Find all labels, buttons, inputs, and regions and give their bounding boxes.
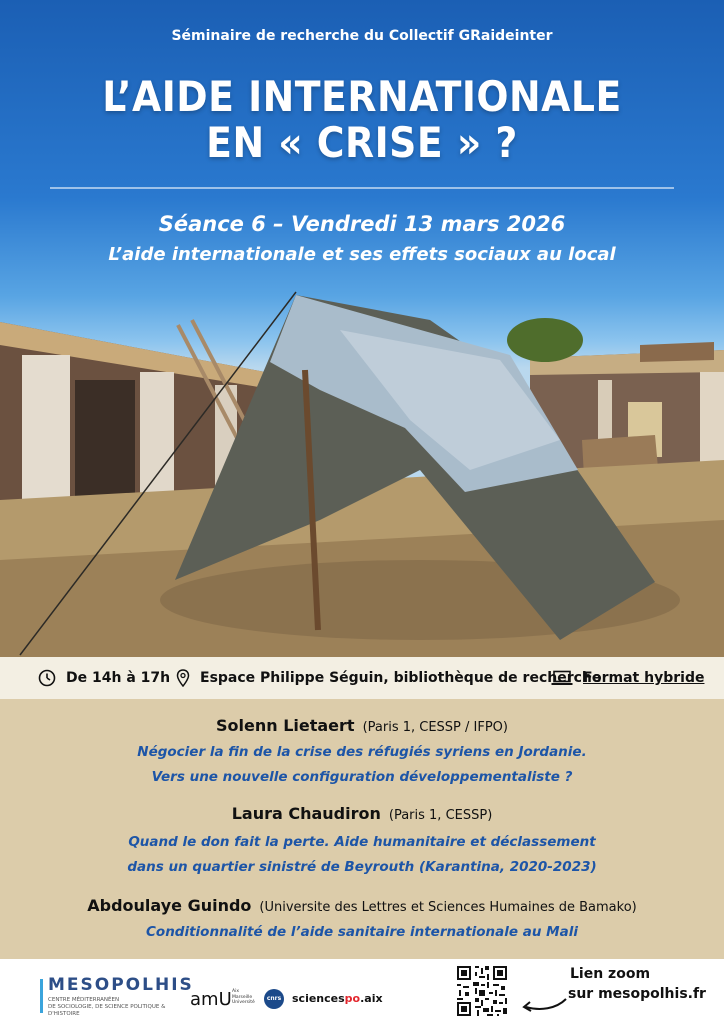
speaker-2	[0, 804, 724, 823]
time-label: De 14h à 17h	[66, 670, 171, 686]
mesopolhis-subtitle-line: DE SOCIOLOGIE, DE SCIENCE POLITIQUE & D'HISTOIRE	[48, 1004, 166, 1017]
talk-title: Vers une nouvelle configuration développementaliste ?	[151, 769, 573, 785]
qr-code[interactable]	[455, 964, 509, 1018]
talk-title: Quand le don fait la perte. Aide humanitaire et déclassement	[128, 834, 596, 850]
place-label: Espace Philippe Séguin, bibliothèque de recherche	[200, 670, 602, 686]
format-hybrid-link[interactable]: Format hybride	[583, 670, 705, 686]
speaker-affiliation: (Paris 1, CESSP)	[388, 808, 493, 823]
seminar-label: Séminaire de recherche du Collectif GRaideinter	[171, 28, 553, 44]
mesopolhis-subtitle-line: CENTRE MÉDITERRANÉEN	[48, 997, 120, 1003]
sciencespo-logo-part: .aix	[360, 992, 383, 1005]
sciencespo-logo-part: po	[344, 992, 361, 1005]
speaker-name: Abdoulaye Guindo	[87, 896, 252, 915]
speaker-affiliation: (Universite des Lettres et Sciences Humaines de Bamako)	[259, 900, 637, 915]
speaker-name: Solenn Lietaert	[215, 716, 355, 735]
amu-subtitle	[232, 989, 255, 1006]
talk-title: dans un quartier sinistré de Beyrouth (Karantina, 2020-2023)	[127, 859, 597, 875]
cnrs-logo: cnrs	[264, 989, 284, 1009]
amu-subtitle-line: Marseille	[232, 994, 253, 1000]
sciencespo-logo	[292, 992, 383, 1005]
info-bar	[0, 657, 724, 699]
speaker-affiliation: (Paris 1, CESSP / IFPO)	[362, 720, 508, 735]
sciencespo-logo-part: sciences	[292, 992, 345, 1005]
talk-title: Négocier la fin de la crise des réfugiés syriens en Jordanie.	[137, 744, 587, 760]
location-pin-icon	[176, 669, 190, 687]
session-subtitle: L’aide internationale et ses effets sociaux au local	[108, 244, 616, 265]
format-info[interactable]	[551, 657, 704, 699]
title-line-2: EN « CRISE » ?	[206, 118, 518, 167]
mesopolhis-subtitle	[48, 997, 188, 1018]
talk-title: Conditionnalité de l’aide sanitaire internationale au Mali	[146, 924, 578, 940]
arrow-left-icon	[520, 995, 568, 1015]
time-info	[38, 657, 170, 699]
amu-subtitle-line: Aix	[232, 989, 239, 994]
session-date: Séance 6 – Vendredi 13 mars 2026	[158, 212, 566, 236]
mesopolhis-logo: MESOPOLHIS	[48, 975, 194, 995]
laptop-icon	[551, 670, 573, 686]
mesopolhis-logo-bar	[40, 979, 43, 1013]
place-info	[176, 657, 601, 699]
program-section	[0, 699, 724, 959]
amu-subtitle-line: Université	[232, 1000, 255, 1005]
zoom-link-text[interactable]	[570, 964, 706, 1004]
speaker-3	[0, 896, 724, 915]
speaker-1	[0, 716, 724, 735]
title-line-1: L’AIDE INTERNATIONALE	[102, 72, 622, 121]
clock-icon	[38, 669, 56, 687]
speaker-name: Laura Chaudiron	[231, 804, 381, 823]
zoom-line-1: Lien zoom	[570, 966, 651, 982]
zoom-line-2: sur mesopolhis.fr	[568, 986, 706, 1002]
footer	[0, 959, 724, 1024]
title-divider	[50, 187, 674, 189]
amu-logo: amU	[190, 989, 232, 1010]
